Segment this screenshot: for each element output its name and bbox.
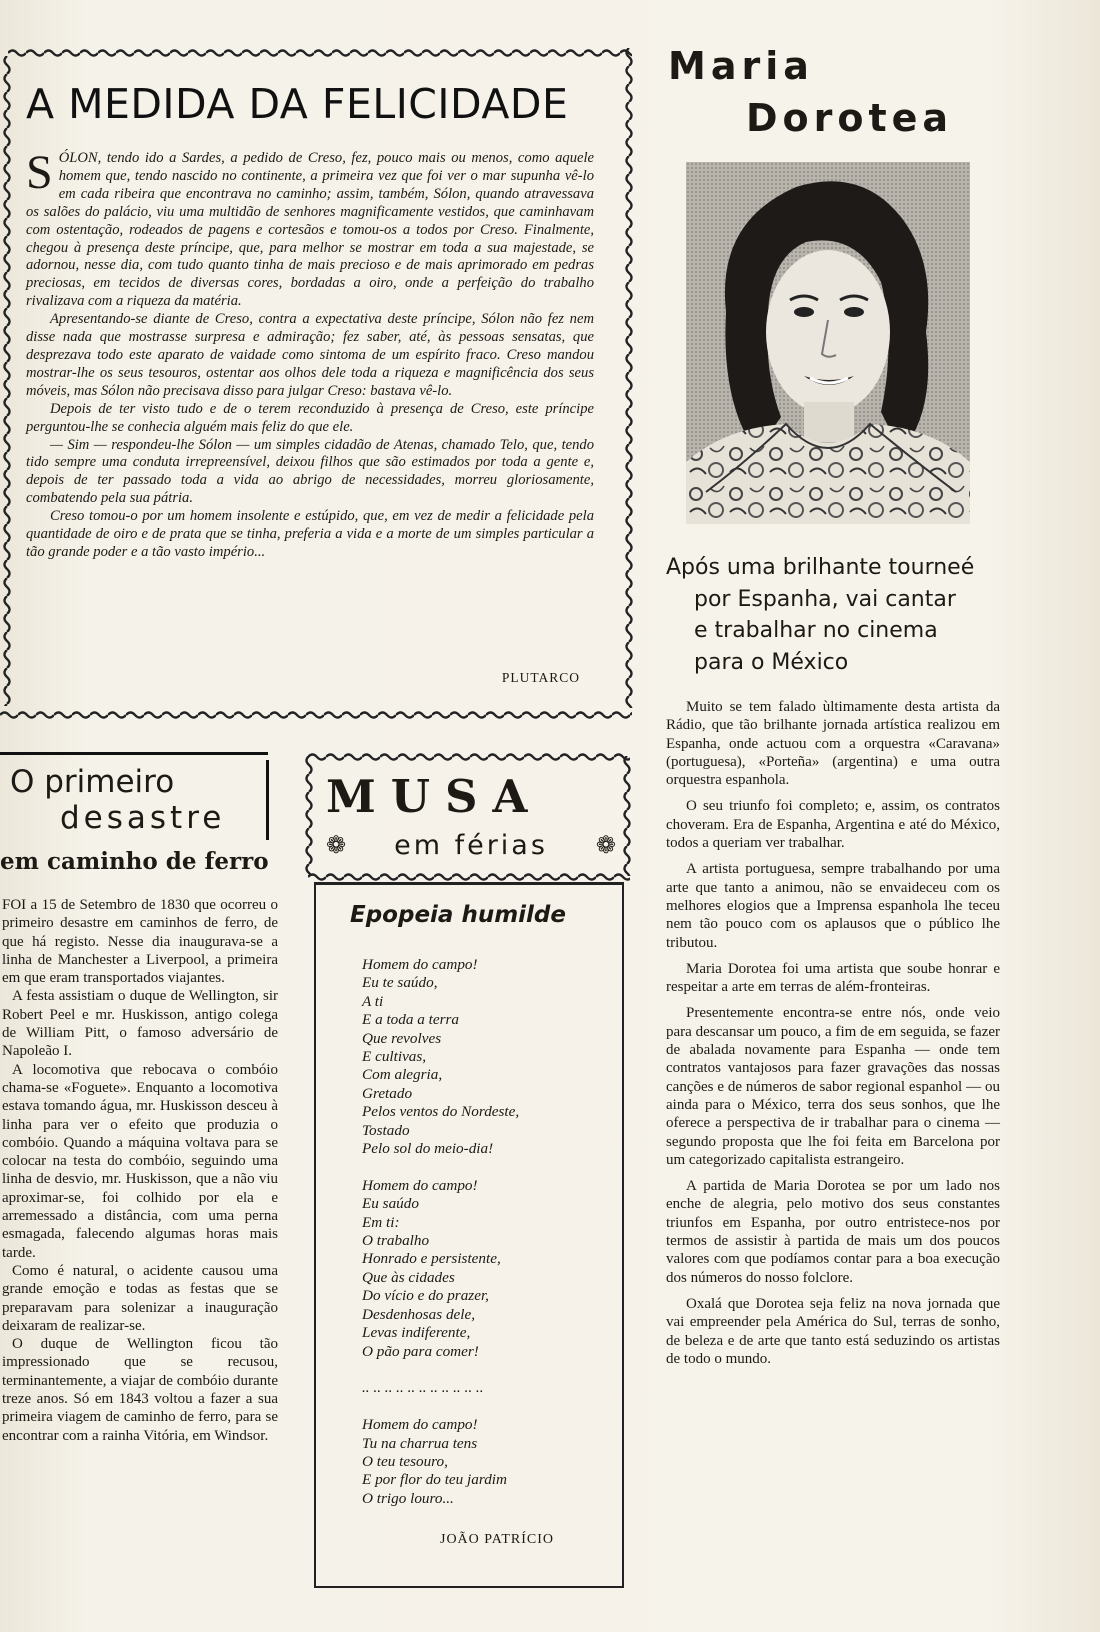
stanza-gap	[362, 1398, 622, 1416]
felicidade-border-bottom	[0, 710, 632, 720]
felicidade-paragraph: Depois de ter visto tudo e de o terem reconduzido à presença de Creso, este príncipe perguntou-lhe se conhecia alguém mais feliz do que ele.	[26, 400, 594, 435]
poem-line: E cultivas,	[362, 1048, 427, 1066]
portrait-photo	[686, 162, 970, 524]
musa-subtitle: em férias	[394, 830, 548, 861]
poem-line: Homem do campo!	[362, 1416, 478, 1434]
drop-cap: S	[26, 146, 53, 199]
poem-line: Eu saúdo	[362, 1195, 419, 1213]
subtitle-line: Após uma brilhante tourneé	[666, 555, 975, 580]
felicidade-paragraph: Creso tomou-o por um homem insolente e estúpido, que, em vez de medir a felicidade pela quantidade de oiro e de prata que se tinha, preferia a vida e a morte de um simples particular a tão grande poder e a tão vasto império...	[26, 508, 594, 560]
desastre-paragraph: A locomotiva que rebocava o combóio chama-se «Foguete». Enquanto a locomotiva estava tomando água, mr. Huskisson desceu à linha para ver o efeito que produzia o combóio. Quando a máquina voltava para se colocar na testa do combóio, seguindo uma linha de desvio, mr. Huskisson, que a não viu aproximar-se, foi colhido por ela e arremessado a distância, com uma perna esmagada, falecendo algumas horas mais tarde.	[2, 1061, 278, 1261]
stanza-gap	[362, 1158, 622, 1176]
poem-line: Tostado	[362, 1121, 410, 1139]
desastre-rule-right	[266, 760, 269, 840]
maria-paragraph: Presentemente encontra-se entre nós, onde veio para descansar um pouco, a fim de em seguida, se fazer de abalada novamente para Espanha — onde tem contratos vantajosos para fazer gravações das nossas canções e de números de sabor regional espanhol — ou ainda para o México, terra dos seus sonhos, que lhe oferece a perspectiva de ir trabalhar para o cinema — segundo proposta que lhe foi feita em Barcelona por um categorizado capitalista estrangeiro.	[666, 1005, 1000, 1168]
musa-border-top	[308, 752, 630, 762]
felicidade-border-left	[2, 56, 12, 706]
maria-title-line-1: Maria	[668, 44, 814, 88]
felicidade-paragraph: SÓLON, tendo ido a Sardes, a pedido de Creso, fez, pouco mais ou menos, como aquele homem que, tendo nascido no continente, a primeira vez que foi ver o mar supunha vê-lo em cada ribeira que encontrava no caminho; assim, também, Sólon, quando atravessava os salões do palácio, viu uma multidão de senhores magnificamente vestidos, que caminhavam com ostentação, rodeados de pagens e cortesãos e tomou-os a todos por Creso. Finalmente, chegou à presença deste príncipe, que, para melhor se mostrar em toda a sua majestade, se adornou, nesse dia, com tudo quanto tinha de mais precioso e de mais aprimorado em pedras preciosas, em tecidos de diversas cores, bordadas a oiro, onde a perfeição do trabalho rivalizava com a riqueza da matéria.	[26, 146, 594, 310]
desastre-headline-line-3: em caminho de ferro	[0, 848, 269, 875]
maria-dorotea-portrait	[686, 162, 970, 524]
poem-line: Honrado e persistente,	[362, 1250, 501, 1268]
maria-title-line-2: Dorotea	[746, 96, 954, 140]
poem-line: O teu tesouro,	[362, 1452, 448, 1470]
poem-line: Pelos ventos do Nordeste,	[362, 1103, 520, 1121]
poem-line: Homem do campo!	[362, 1176, 478, 1194]
desastre-paragraph: A festa assistiam o duque de Wellington, sir Robert Peel e mr. Huskisson, antigo colega de William Pitt, o famoso adversário de Napoleão I.	[2, 988, 278, 1060]
felicidade-border-right	[624, 48, 634, 708]
musa-title: MUSA	[326, 770, 543, 823]
maria-paragraph: Maria Dorotea foi uma artista que soube honrar e respeitar a arte em terras de além-fronteiras.	[666, 960, 1000, 996]
poem-line: Desdenhosas dele,	[362, 1305, 476, 1323]
poem-author: JOÃO PATRÍCIO	[440, 1532, 555, 1547]
maria-paragraph: O seu triunfo foi completo; e, assim, os contratos choveram. Era de Espanha, Argentina e até do México, todos a queriam ver trabalhar.	[666, 798, 1000, 852]
subtitle-line: e trabalhar no cinema	[694, 618, 938, 643]
poem-line: Com alegria,	[362, 1066, 443, 1084]
poem-line: Eu te saúdo,	[362, 974, 438, 992]
poem-title: Epopeia humilde	[350, 902, 566, 928]
poem-line: E a toda a terra	[362, 1011, 460, 1029]
subtitle-line: para o México	[694, 649, 849, 675]
poem-line: Em ti:	[362, 1213, 400, 1231]
felicidade-title: A MEDIDA DA FELICIDADE	[26, 80, 569, 128]
stanza-gap	[362, 1361, 622, 1379]
desastre-paragraph: FOI a 15 de Setembro de 1830 que ocorreu o primeiro desastre em caminhos de ferro, de que há registo. Nesse dia inaugurava-se a linha de Manchester a Liverpool, a primeira em que eram transportados viajantes.	[2, 897, 278, 987]
felicidade-paragraph: — Sim — respondeu-lhe Sólon — um simples cidadão de Atenas, chamado Telo, que, tendo tido sempre uma conduta irrepreensível, deixou filhos que são estimados por toda a gente e, depois de ter passado toda a vida ao abrigo de necessidades, morreu gloriosamente, combatendo pela sua pátria.	[26, 436, 594, 507]
felicidade-article-body	[26, 146, 594, 562]
musa-border-left	[304, 756, 314, 876]
desastre-headline-line-1: O primeiro	[10, 764, 175, 800]
musa-subtitle-row	[326, 830, 616, 861]
poem-line: O trigo louro...	[362, 1489, 454, 1507]
poem-line: Tu na charrua tens	[362, 1434, 478, 1452]
poem-line: O pão para comer!	[362, 1342, 479, 1360]
desastre-rule-top	[0, 752, 268, 755]
felicidade-author: PLUTARCO	[501, 670, 580, 685]
maria-paragraph: Oxalá que Dorotea seja feliz na nova jornada que vai empreender pela América do Sul, terras de sonho, de beleza e de arte que tanto está seduzindo os artistas de todo o mundo.	[666, 1295, 1000, 1367]
poem-line: O trabalho	[362, 1232, 430, 1250]
desastre-article-body	[2, 896, 278, 1445]
poem-line: Pelo sol do meio-dia!	[362, 1140, 494, 1158]
poem-line: Do vício e do prazer,	[362, 1287, 489, 1305]
flower-ornament-icon: ❁	[595, 832, 616, 859]
poem-line: Homem do campo!	[362, 956, 478, 973]
desastre-headline-line-2: desastre	[60, 800, 226, 836]
musa-border-bottom	[308, 872, 630, 882]
poem-body	[362, 956, 622, 1508]
maria-paragraph: Muito se tem falado ùltimamente desta artista da Rádio, que tão brilhante jornada artística realizou em Espanha, onde actuou com a orquestra «Caravana» (portuguesa), «Porteña» (argentina) e uma outra orquestra espanhola.	[666, 699, 1000, 789]
maria-article-body	[666, 698, 1000, 1376]
maria-subtitle	[666, 552, 1002, 678]
maria-paragraph: A partida de Maria Dorotea se por um lado nos enche de alegria, pelo motivo dos seus constantes triunfos em Espanha, por outro entristece-nos por termos de assistir à partida de mais um dos poucos valores com que podíamos contar para a boa execução dos números do nosso folclore.	[666, 1178, 1000, 1286]
desastre-paragraph: O duque de Wellington ficou tão impressionado que se recusou, terminantemente, a viajar de combóio durante treze anos. Só em 1843 voltou a fazer a sua primeira viagem de caminho de ferro, para se encontrar com a rainha Vitória, em Windsor.	[2, 1336, 278, 1444]
poem-line: A ti	[362, 992, 384, 1010]
poem-line: .. .. .. .. .. .. .. .. .. .. ..	[362, 1379, 484, 1397]
poem-line: Levas indiferente,	[362, 1324, 471, 1342]
maria-paragraph: A artista portuguesa, sempre trabalhando por uma arte que tanto a animou, não se envaideceu com os melhores elogios que a Imprensa espanhola lhe teceu nem tão pouco com os aplausos que o público lhe tributou.	[666, 861, 1000, 951]
flower-ornament-icon: ❁	[326, 832, 347, 859]
felicidade-border-top	[8, 48, 632, 58]
felicidade-paragraph: Apresentando-se diante de Creso, contra a expectativa deste príncipe, Sólon não fez nem disse nada que mostrasse surpresa e admiração; fez saber, até, às pessoas sensatas, que desprezava todo este aparato de vaidade como sintoma de um espírito fraco. Creso mandou mostrar-lhe os seus tesouros, ostentar aos olhos dele toda a riqueza e magnificência dos seus móveis, mas Sólon não precisava disso para julgar Creso: bastava vê-lo.	[26, 311, 594, 399]
poem-line: E por flor do teu jardim	[362, 1471, 507, 1489]
poem-line: Que revolves	[362, 1029, 442, 1047]
musa-border-right	[622, 756, 632, 876]
poem-line: Que às cidades	[362, 1268, 455, 1286]
subtitle-line: por Espanha, vai cantar	[694, 586, 956, 612]
desastre-paragraph: Como é natural, o acidente causou uma grande emoção e todas as festas que se preparavam para solenizar a inauguração deixaram de realizar-se.	[2, 1262, 278, 1334]
poem-line: Gretado	[362, 1084, 413, 1102]
